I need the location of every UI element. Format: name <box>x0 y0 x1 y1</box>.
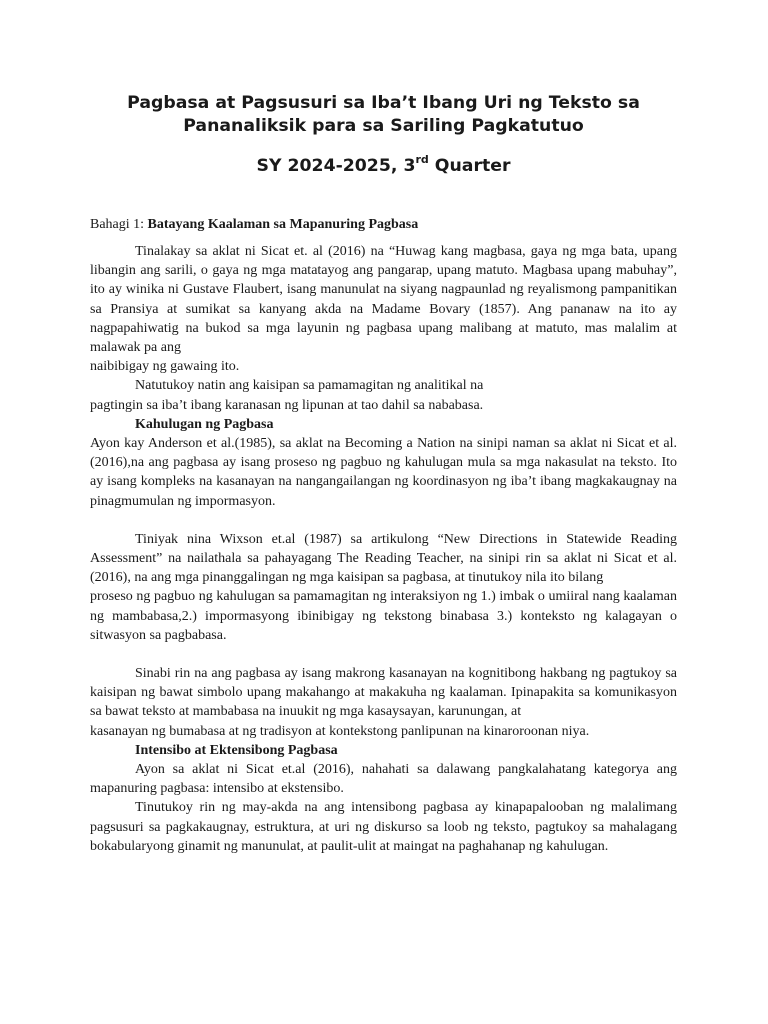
document-page <box>90 92 677 856</box>
subtitle-prefix: SY 2024-2025, 3 <box>256 155 416 176</box>
intensibo-paragraph-2: Tinutukoy rin ng may-akda na ang intensibong pagbasa ay kinapapalooban ng malalimang pagsusuri sa pagkakaugnay, estruktura, at uri ng diskurso sa loob ng teksto, pagtukoy sa mahalagang bokabularyong ginamit ng manunulat, at paulit-ulit at maingat na paghahanap ng kahulugan. <box>90 800 677 854</box>
intensibo-heading: Intensibo at Ektensibong Pagbasa <box>135 742 338 758</box>
section-title: Batayang Kaalaman sa Mapanuring Pagbasa <box>147 216 419 232</box>
kahulugan-paragraph-3: Sinabi rin na ang pagbasa ay isang makrong kasanayan na kognitibong hakbang ng pagtukoy sa kaisipan ng bawat simbolo upang makahango at makakuha ng kaalaman. Ipinapakita sa komunikasyon sa bawat teksto at mambabasa na inuukit ng mga kasaysayan, karunungan, at kasanayan ng bumabasa at ng tradisyon at kontekstong panlipunan na kinaroroonan niya. <box>90 666 677 739</box>
intro-paragraph-2: Natutukoy natin ang kaisipan sa pamamagitan ng analitikal na pagtingin sa iba’t ibang karanasan ng lipunan at tao dahil sa nababasa. <box>90 378 484 413</box>
intensibo-paragraph-1: Ayon sa aklat ni Sicat et.al (2016), nahahati sa dalawang pangkalahatang kategorya ang mapanuring pagbasa: intensibo at ekstensibo. <box>90 762 677 797</box>
subtitle-suffix: Quarter <box>428 155 511 176</box>
kahulugan-heading: Kahulugan ng Pagbasa <box>135 416 274 432</box>
document-subtitle <box>90 149 677 178</box>
section-heading <box>90 215 677 234</box>
document-title: Pagbasa at Pagsusuri sa Iba’t Ibang Uri ng Teksto sa Pananaliksik para sa Sariling Pagkatutuo <box>127 93 640 136</box>
kahulugan-paragraph-1: Ayon kay Anderson et al.(1985), sa aklat na Becoming a Nation na sinipi naman sa aklat ni Sicat et al.(2016),na ang pagbasa ay isang proseso ng pagbuo ng kahulugan mula sa mga nakasulat na teksto. Ito ay isang kompleks na kasanayan na nangangailangan ng koordinasyon ng iba’t ibang magkakaugnay na pinagmumulan ng impormasyon. <box>90 436 677 509</box>
subtitle-superscript: rd <box>415 153 429 166</box>
intro-paragraph-1: Tinalakay sa aklat ni Sicat et. al (2016) na “Huwag kang magbasa, gaya ng mga bata, upang libangin ang sarili, o gaya ng mga matatayog ang pangarap, upang matuto. Magbasa upang mabuhay”, ito ay winika ni Gustave Flaubert, isang manunulat na siyang nagpaunlad ng reyalismong pampanitikan sa Pransiya at sumikat sa kanyang akda na Madame Bovary (1857). Ang pananaw na ito ay nagpapahiwatig na bukod sa mga layunin ng pagbasa upang malibang at matuto, mas malalim at malawak pa ang naibibigay ng gawaing ito. <box>90 243 677 375</box>
section-label: Bahagi 1: <box>90 216 148 232</box>
kahulugan-paragraph-2: Tiniyak nina Wixson et.al (1987) sa artikulong “New Directions in Statewide Reading Assessment” na nailathala sa pahayagang The Reading Teacher, na sinipi rin sa aklat ni Sicat et al.(2016), na ang mga pinanggalingan ng mga kaisipan sa pagbasa, at tinutukoy nila ito bilang proseso ng pagbuo ng kahulugan sa pamamagitan ng interaksiyon ng 1.) imbak o umiiral nang kaalaman ng mambabasa,2.) impormasyong ibinibigay ng tekstong binabasa 3.) konteksto ng kalagayan o sitwasyon sa pagbabasa. <box>90 531 677 643</box>
